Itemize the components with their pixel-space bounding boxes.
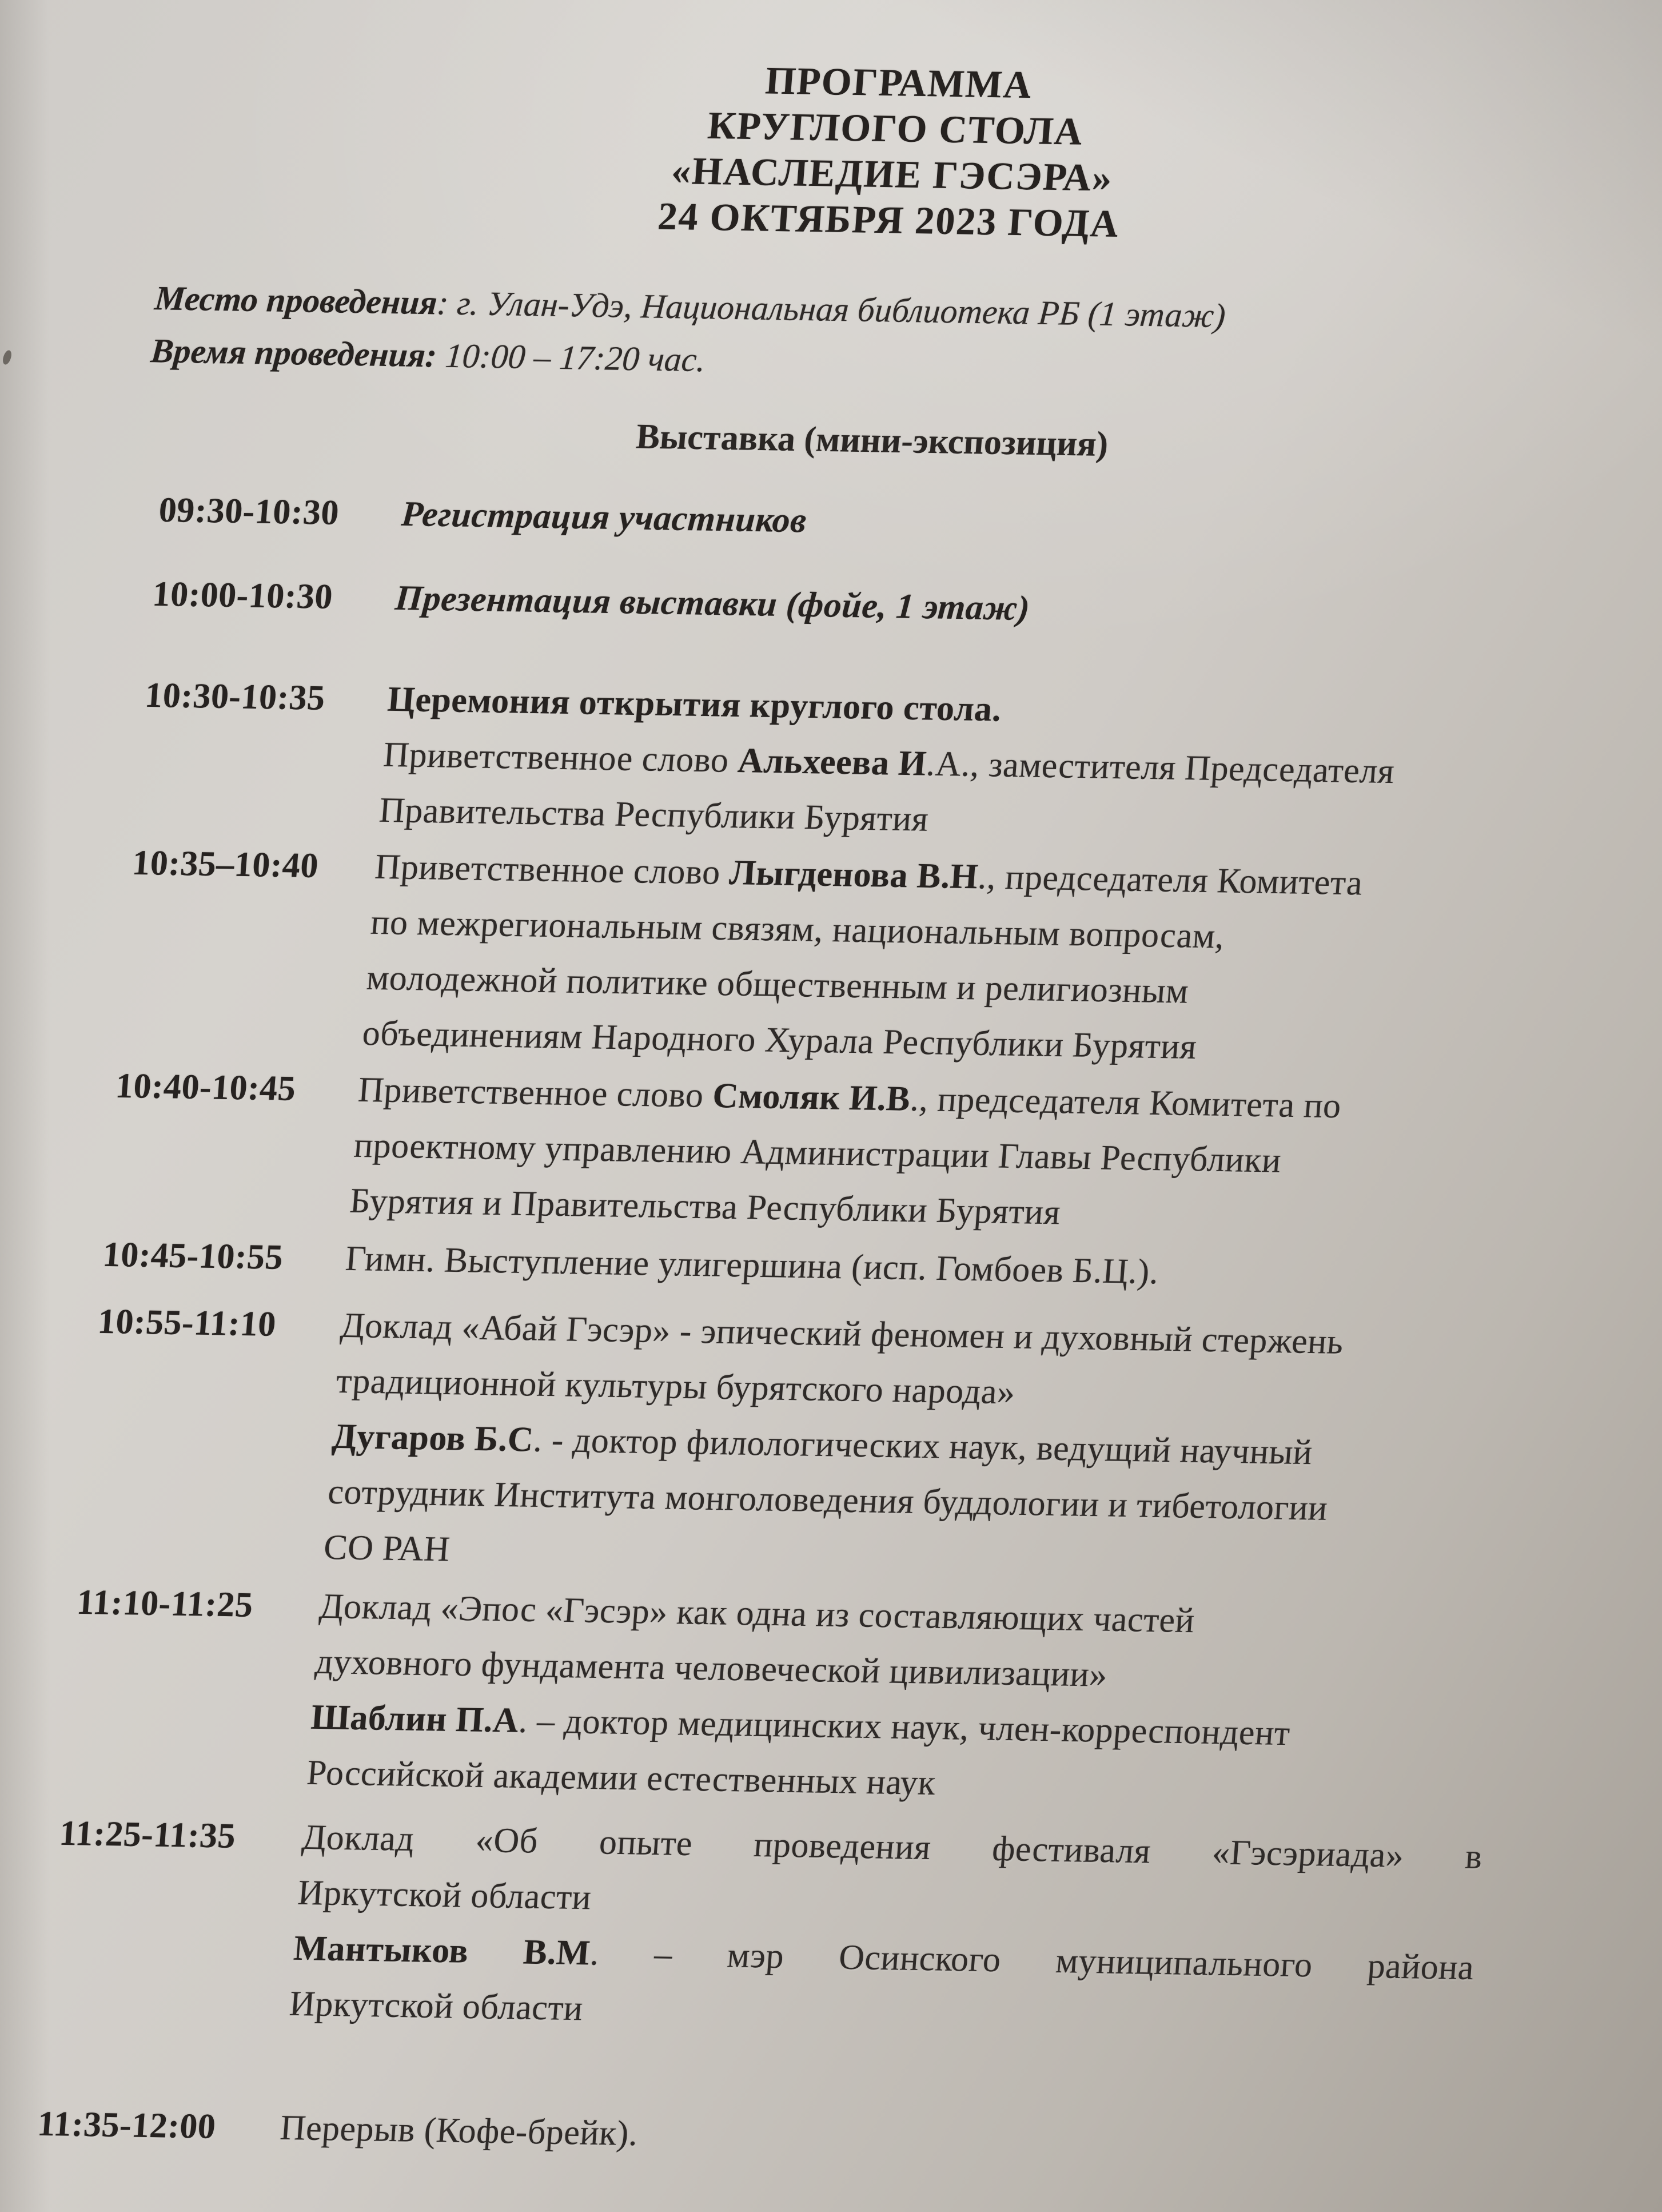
schedule-row — [0, 1291, 1563, 1596]
schedule-row — [0, 1803, 1524, 2052]
event-time: 10:55-11:10 — [96, 1302, 278, 1344]
schedule-row — [0, 479, 1624, 562]
text-segment: молодежной политике общественным и религиозным — [365, 958, 1190, 1011]
text-segment: Приветственное слово — [382, 735, 740, 781]
event-description — [360, 840, 1557, 1081]
event-time: 11:25-11:35 — [58, 1813, 237, 1856]
schedule-row — [0, 563, 1617, 646]
text-segment: Шаблин П.А — [309, 1697, 521, 1740]
text-segment: Правительства Республики Бурятия — [377, 790, 930, 839]
text-segment: Бурятия и Правительства Республики Бурятия — [348, 1181, 1062, 1232]
text-segment: Альхеева И — [736, 741, 928, 783]
text-segment: .А., заместителя Председателя — [924, 744, 1396, 791]
text-segment: проектному управлению Администрации Главы Республики — [352, 1125, 1283, 1180]
text-segment: по межрегиональным связям, национальным вопросам, — [369, 902, 1226, 956]
text-segment: Регистрация участников — [400, 494, 808, 540]
event-description — [305, 1579, 1502, 1820]
event-time: 11:10-11:25 — [75, 1582, 255, 1625]
description-line — [393, 571, 1578, 646]
text-segment: Доклад «Об опыте проведения фестиваля «Гэсэриада» в — [300, 1817, 1484, 1877]
text-segment: Церемония открытия круглого стола. — [386, 679, 1003, 729]
event-description — [377, 672, 1570, 858]
event-description — [278, 2100, 1463, 2175]
venue-info — [0, 269, 1640, 401]
event-time: 10:45-10:55 — [101, 1235, 285, 1277]
text-segment: : — [436, 284, 459, 322]
schedule-row — [0, 832, 1597, 1081]
text-segment: СО РАН — [322, 1527, 452, 1569]
event-time: 10:40-10:45 — [114, 1066, 297, 1108]
text-segment: Перерыв (Кофе-брейк). — [278, 2108, 640, 2154]
event-description — [288, 1810, 1485, 2051]
text-segment: Доклад «Эпос «Гэсэр» как одна из составляющих частей — [318, 1586, 1196, 1641]
text-segment: объединениям Народного Хурала Республики Бурятия — [361, 1013, 1198, 1067]
event-description — [348, 1063, 1540, 1248]
text-segment: ., председателя Комитета по — [908, 1079, 1343, 1126]
event-time: 10:30-10:35 — [144, 675, 327, 718]
program-title-line: 24 ОКТЯБРЯ 2023 ГОДА — [656, 194, 1122, 245]
program-title — [0, 45, 1657, 255]
text-segment: . – мэр Осинского муниципального района — [588, 1933, 1476, 1988]
program-title-line: «НАСЛЕДИЕ ГЭСЭРА» — [669, 148, 1115, 200]
text-segment: Гимн. Выступление улигершина (исп. Гомбоев Б.Ц.). — [344, 1239, 1161, 1292]
text-segment: Мантыков В.М — [292, 1928, 592, 1973]
schedule-row — [0, 2093, 1502, 2176]
text-segment: 10:00 – 17:20 час. — [435, 336, 707, 379]
text-segment: . - доктор филологических наук, ведущий научный — [532, 1420, 1314, 1473]
text-segment: Иркутской области — [288, 1984, 585, 2028]
text-segment: Время проведения: — [149, 332, 439, 375]
description-line — [400, 487, 1584, 562]
event-time: 10:00-10:30 — [151, 574, 334, 616]
text-segment: Лыгденова В.Н — [728, 853, 980, 897]
text-segment: . – доктор медицинских наук, член-корреспондент — [517, 1701, 1292, 1753]
text-segment: Приветственное слово — [373, 847, 731, 893]
text-segment: Дугаров Б.С — [330, 1417, 535, 1459]
description-line — [278, 2100, 1463, 2175]
text-segment: Иркутской области — [296, 1873, 593, 1917]
schedule-row — [0, 1055, 1581, 1249]
event-description — [400, 487, 1584, 562]
text-segment: Место проведения — [153, 279, 439, 322]
text-segment: г. Улан-Удэ, Национальная библиотека РБ (1 этаж) — [456, 284, 1227, 335]
program-title-line: КРУГЛОГО СТОЛА — [706, 103, 1086, 153]
text-segment: ., председателя Комитета — [977, 857, 1364, 903]
event-description — [393, 571, 1578, 646]
schedule-row — [0, 1572, 1542, 1821]
event-time: 10:35–10:40 — [131, 843, 320, 886]
event-description — [322, 1298, 1523, 1595]
schedule-row — [0, 665, 1610, 858]
event-time: 09:30-10:30 — [157, 490, 341, 532]
text-segment: Российской академии естественных наук — [305, 1753, 938, 1803]
text-segment: духовного фундамента человеческой цивилизации» — [313, 1642, 1109, 1694]
event-time: 11:35-12:00 — [36, 2104, 217, 2146]
text-segment: сотрудник Института монголоведения буддологии и тибетологии — [326, 1472, 1329, 1528]
program-title-line: ПРОГРАММА — [764, 58, 1035, 107]
schedule-list — [0, 479, 1624, 2176]
text-segment: Доклад «Абай Гэсэр» - эпический феномен и духовный стержень — [339, 1306, 1345, 1362]
text-segment: Приветственное слово — [357, 1070, 715, 1116]
text-segment: Презентация выставки (фойе, 1 этаж) — [393, 578, 1031, 628]
section-heading: Выставка (мини-экспозиция) — [635, 417, 1110, 464]
text-segment: традиционной культуры бурятского народа» — [334, 1361, 1017, 1412]
text-segment: Смоляк И.В — [711, 1076, 912, 1119]
